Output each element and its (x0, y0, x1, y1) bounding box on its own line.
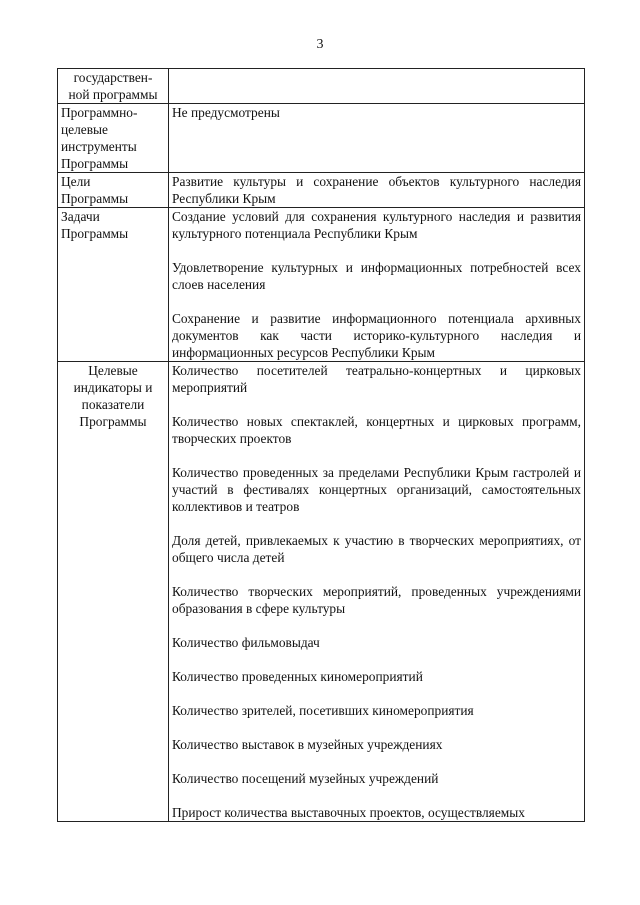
content-paragraph: Сохранение и развитие информационного потенциала архивных документов как части историко-культурного наследия и информационных ресурсов Республики Крым (172, 311, 581, 360)
row-label-cell (58, 104, 169, 173)
row-label-cell (58, 69, 169, 104)
row-label (61, 208, 165, 242)
page-number: 3 (316, 37, 324, 52)
row-label (61, 69, 165, 103)
row-content-cell (169, 362, 585, 822)
row-label-line: Программы (61, 191, 129, 206)
row-content-cell (169, 69, 585, 104)
content-paragraph: Удовлетворение культурных и информационных потребностей всех слоев населения (172, 260, 581, 292)
content-paragraph: Развитие культуры и сохранение объектов культурного наследия Республики Крым (172, 174, 581, 206)
row-label-cell (58, 208, 169, 362)
row-label-line: Задачи (61, 209, 100, 224)
row-label-line: ной программы (68, 87, 158, 102)
content-paragraph: Прирост количества выставочных проектов, осуществляемых (172, 805, 525, 820)
row-content-cell (169, 208, 585, 362)
table-row (58, 104, 585, 173)
row-label (61, 104, 165, 172)
row-label (61, 173, 165, 207)
row-label-cell (58, 173, 169, 208)
row-content-cell (169, 173, 585, 208)
table-row (58, 173, 585, 208)
table-row (58, 362, 585, 822)
content-paragraph: Количество проведенных киномероприятий (172, 669, 423, 684)
content-paragraph: Количество проведенных за пределами Республики Крым гастролей и участий в фестивалях концертных организаций, самостоятельных коллективов и театров (172, 465, 581, 514)
row-label-line: Программы (61, 226, 129, 241)
row-label-line: Программы (79, 414, 147, 429)
row-label-line: Цели (61, 174, 91, 189)
content-paragraph: Количество новых спектаклей, концертных и цирковых программ, творческих проектов (172, 414, 581, 446)
table-row (58, 69, 585, 104)
row-label-line: государствен- (73, 70, 153, 85)
program-passport-table (57, 68, 585, 822)
row-label-cell (58, 362, 169, 822)
row-label-line: целевые (61, 122, 108, 137)
content-paragraph: Количество зрителей, посетивших киномероприятия (172, 703, 474, 718)
content-paragraph: Количество фильмовыдач (172, 635, 320, 650)
content-paragraph: Количество посетителей театрально-концертных и цирковых мероприятий (172, 363, 581, 395)
content-paragraph: Количество посещений музейных учреждений (172, 771, 439, 786)
row-label-line: Программы (61, 156, 129, 171)
content-paragraph: Создание условий для сохранения культурного наследия и развития культурного потенциала Республики Крым (172, 209, 581, 241)
row-label (61, 362, 165, 430)
row-label-line: Целевые (88, 363, 138, 378)
row-content-cell (169, 104, 585, 173)
content-paragraph: Доля детей, привлекаемых к участию в творческих мероприятиях, от общего числа детей (172, 533, 581, 565)
table-row (58, 208, 585, 362)
row-label-line: индикаторы и (73, 380, 153, 395)
content-paragraph: Количество творческих мероприятий, проведенных учреждениями образования в сфере культуры (172, 584, 581, 616)
content-paragraph: Количество выставок в музейных учреждениях (172, 737, 443, 752)
row-label-line: показатели (81, 397, 145, 412)
row-label-line: Программно- (61, 105, 138, 120)
row-label-line: инструменты (61, 139, 137, 154)
content-paragraph: Не предусмотрены (172, 105, 280, 120)
